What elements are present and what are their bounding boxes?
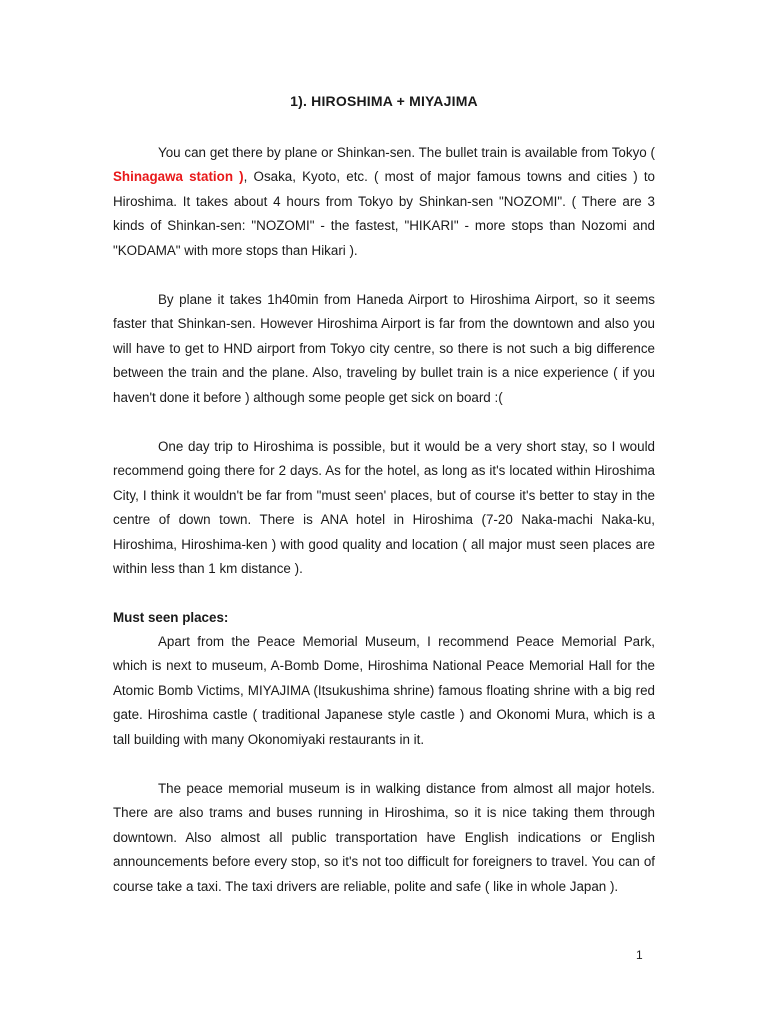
paragraph-must-seen-places [113,630,655,752]
paragraph-text: By plane it takes 1h40min from Haneda Airport to Hiroshima Airport, so it seems faster that Shinkan-sen. However Hiroshima Airport is far from the downtown and also you will have to get to HND airport from Tokyo city centre, so there is not such a big difference between the train and the plane. Also, traveling by bullet train is a nice experience ( if you haven't done it before ) although some people get sick on board :( [113,292,655,405]
paragraph-trip-duration [113,435,655,581]
paragraph-text-end: , Osaka, Kyoto, etc. ( most of major famous towns and cities ) to Hiroshima. It takes about 4 hours from Tokyo by Shinkan-sen "NOZOMI". ( There are 3 kinds of Shinkan-sen: "NOZOMI" - the fastest, "HIKARI" - more stops than Nozomi and "KODAMA" with more stops than Hikari ). [113,169,655,258]
section-heading-must-seen: Must seen places: [113,610,229,625]
paragraph-text: One day trip to Hiroshima is possible, but it would be a very short stay, so I would recommend going there for 2 days. As for the hotel, as long as it's located within Hiroshima City, I think it wouldn't be far from "must seen' places, but of course it's better to stay in the centre of down town. There is ANA hotel in Hiroshima (7-20 Naka-machi Naka-ku, Hiroshima, Hiroshima-ken ) with good quality and location ( all major must seen places are within less than 1 km distance ). [113,439,655,577]
paragraph-text-start: You can get there by plane or Shinkan-sen. The bullet train is available from Tokyo ( [158,145,655,160]
paragraph-text: The peace memorial museum is in walking distance from almost all major hotels. There are also trams and buses running in Hiroshima, so it is nice taking them through downtown. Also almost all public transportation have English indications or English announcements before every stop, so it's not too difficult for foreigners to travel. You can of course take a taxi. The taxi drivers are reliable, polite and safe ( like in whole Japan ). [113,781,655,894]
paragraph-local-transport [113,777,655,899]
paragraph-plane-travel [113,288,655,410]
paragraph-text [113,141,655,263]
document-title: 1). HIROSHIMA + MIYAJIMA [290,93,478,109]
paragraph-text: Apart from the Peace Memorial Museum, I recommend Peace Memorial Park, which is next to museum, A-Bomb Dome, Hiroshima National Peace Memorial Hall for the Atomic Bomb Victims, MIYAJIMA (Itsukushima shrine) famous floating shrine with a big red gate. Hiroshima castle ( traditional Japanese style castle ) and Okonomi Mura, which is a tall building with many Okonomiyaki restaurants in it. [113,634,655,747]
paragraph-transport-options [113,141,655,263]
page-number: 1 [636,948,643,962]
highlighted-station-name: Shinagawa station ) [113,169,244,185]
